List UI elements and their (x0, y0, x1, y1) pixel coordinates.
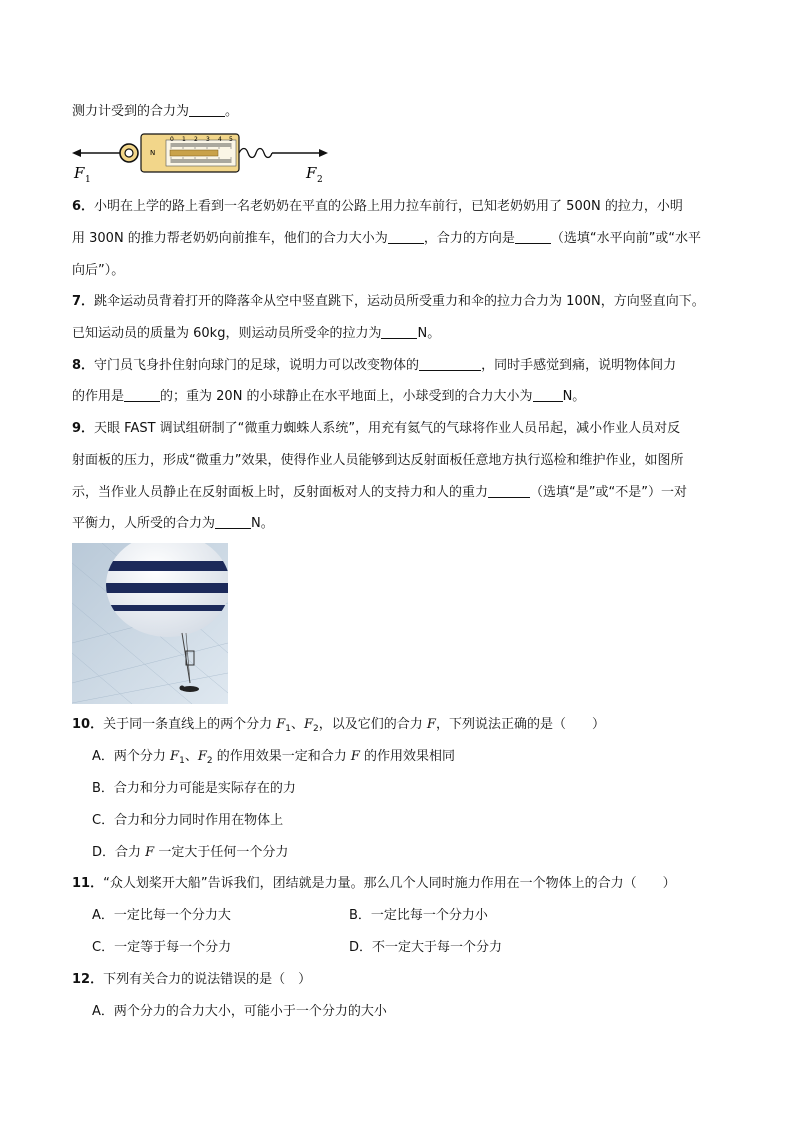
q9-text-4a: 平衡力，人所受的合力为 (72, 516, 216, 531)
q9-blank-1 (488, 483, 530, 498)
q10-option-b[interactable]: B．合力和分力可能是实际存在的力 (92, 781, 296, 796)
q6-blank-2 (515, 229, 551, 244)
arrowhead-right-icon (319, 149, 328, 157)
q11-text: “众人划桨开大船”告诉我们，团结就是力量。那么几个人同时施力作用在一个物体上的合力（ ） (103, 876, 676, 891)
q10-text-c: ，下列说法正确的是（ ） (435, 717, 605, 732)
q7-blank (381, 324, 417, 339)
q9-number: 9． (72, 421, 95, 436)
scale-number-1: 1 (182, 136, 186, 143)
q10-optD-b: 一定大于任何一个分力 (154, 845, 289, 860)
spring-scale-figure (70, 128, 332, 184)
q9-text-3a: 示，当作业人员静止在反射面板上时，反射面板对人的支持力和人的重力 (72, 485, 489, 500)
q6-number: 6． (72, 199, 95, 214)
q10-F2-sub: 2 (313, 724, 319, 734)
q10-optA-F2-sub: 2 (206, 756, 213, 766)
q12-option-a[interactable]: A．两个分力的合力大小，可能小于一个分力的大小 (92, 1004, 387, 1019)
scale-number-2: 2 (194, 136, 198, 143)
arrowhead-left-icon (72, 149, 81, 157)
q6-line-2 (72, 229, 701, 249)
q10-optA-a: 两个分力 (113, 749, 171, 764)
q10-F: F (426, 717, 436, 732)
q11-option-d[interactable]: D．不一定大于每一个分力 (349, 940, 503, 955)
q10-optA-b: 的作用效果一定和合力 (212, 749, 351, 764)
q12-number: 12． (72, 972, 104, 987)
label-F1-sub: 1 (85, 175, 91, 184)
q11-option-c[interactable]: C．一定等于每一个分力 (92, 940, 232, 955)
q10-text-b: ，以及它们的合力 (318, 717, 427, 732)
q10-option-d[interactable] (92, 843, 288, 863)
spring-hook-icon (239, 149, 272, 158)
q11-option-a[interactable]: A．一定比每一个分力大 (92, 908, 231, 923)
q9-text-2: 射面板的压力，形成“微重力”效果，使得作业人员能够到达反射面板任意地方执行巡检和维护作业，如图所 (72, 453, 684, 468)
q7-text-1: 跳伞运动员背着打开的降落伞从空中竖直跳下，运动员所受重力和伞的拉力合力为 100N，方向竖直向下。 (94, 294, 705, 309)
q5-text: 测力计受到的合力为 (72, 104, 190, 119)
q10-option-c[interactable]: C．合力和分力同时作用在物体上 (92, 813, 284, 828)
q8-number: 8． (72, 358, 95, 373)
q10-optA-F: F (350, 749, 360, 764)
balloon-photo (72, 543, 228, 704)
q11-stem (72, 874, 676, 894)
q6-text-2b: ，合力的方向是 (423, 231, 515, 246)
q8-text-2b: 的；重为 20N 的小球静止在水平地面上，小球受到的合力大小为 (160, 389, 533, 404)
q10-optD-F: F (145, 845, 155, 860)
q6-text-1: 小明在上学的路上看到一名老奶奶在平直的公路上用力拉车前行，已知老奶奶用了 500N 的拉力，小明 (94, 199, 683, 214)
q12-stem (72, 970, 311, 990)
q10-F2: F (304, 717, 314, 732)
label-F1: F (74, 164, 85, 182)
q8-blank-1 (419, 356, 481, 371)
q10-F1: F (276, 717, 286, 732)
q9-line-4 (72, 514, 274, 534)
q10-optA-label: A． (92, 749, 114, 764)
q5-blank (189, 102, 225, 117)
scale-number-0: 0 (170, 136, 174, 143)
q10-optA-F2: F (197, 749, 207, 764)
q7-line-1 (72, 292, 705, 312)
q9-line-3 (72, 483, 687, 503)
q6-line-1 (72, 197, 683, 217)
q10-option-a[interactable] (92, 747, 455, 767)
q8-text-1b: ，同时手感觉到痛，说明物体间力 (481, 358, 677, 373)
q6-text-3: 向后”）。 (72, 263, 125, 278)
q11-number: 11． (72, 876, 104, 891)
q9-text-4b: N。 (251, 516, 274, 531)
q8-line-1 (72, 356, 676, 376)
q7-number: 7． (72, 294, 95, 309)
q10-optA-F1: F (170, 749, 180, 764)
q10-optA-sep: 、 (184, 749, 198, 764)
q8-text-2c: N。 (562, 389, 586, 404)
q10-number: 10． (72, 717, 104, 732)
q7-line-2 (72, 324, 440, 344)
q9-line-2 (72, 451, 683, 471)
scale-number-5: 5 (229, 136, 233, 143)
q5-text-end: 。 (225, 104, 239, 119)
scale-number-3: 3 (206, 136, 210, 143)
q8-text-2a: 的作用是 (72, 389, 125, 404)
q6-blank-1 (388, 229, 424, 244)
scale-number-4: 4 (218, 136, 222, 143)
q9-text-1: 天眼 FAST 调试组研制了“微重力蜘蛛人系统”，用充有氦气的气球将作业人员吊起，减小作业人员对反 (94, 421, 681, 436)
q10-F1-sub: 1 (285, 724, 291, 734)
q8-blank-3 (533, 387, 563, 402)
q9-blank-2 (215, 514, 251, 529)
q10-optA-F1-sub: 1 (179, 756, 185, 766)
q9-text-3b: （选填“是”或“不是”）一对 (530, 485, 687, 500)
q7-text-2a: 已知运动员的质量为 60kg，则运动员所受伞的拉力为 (72, 326, 382, 341)
q6-text-2a: 用 300N 的推力帮老奶奶向前推车，他们的合力大小为 (72, 231, 388, 246)
q8-text-1a: 守门员飞身扑住射向球门的足球，说明力可以改变物体的 (94, 358, 420, 373)
q11-option-b[interactable]: B．一定比每一个分力小 (349, 908, 488, 923)
label-F2-sub: 2 (317, 175, 323, 184)
q10-optD-a: D．合力 (92, 845, 146, 860)
q6-text-2c: （选填“水平向前”或“水平 (550, 231, 702, 246)
scale-pointer-bar (170, 150, 218, 156)
q5-tail-line (72, 102, 238, 122)
q6-line-3 (72, 261, 124, 281)
q8-blank-2 (124, 387, 160, 402)
scale-unit-label: N (150, 149, 156, 157)
q8-line-2 (72, 387, 585, 407)
q10-optA-c: 的作用效果相同 (359, 749, 456, 764)
q10-stem (72, 715, 605, 735)
q9-line-1 (72, 419, 680, 439)
q10-text-a: 关于同一条直线上的两个分力 (103, 717, 277, 732)
q10-sep: 、 (291, 717, 305, 732)
label-F2: F (306, 164, 317, 182)
q7-text-2b: N。 (417, 326, 441, 341)
q12-text: 下列有关合力的说法错误的是（ ） (103, 972, 312, 987)
